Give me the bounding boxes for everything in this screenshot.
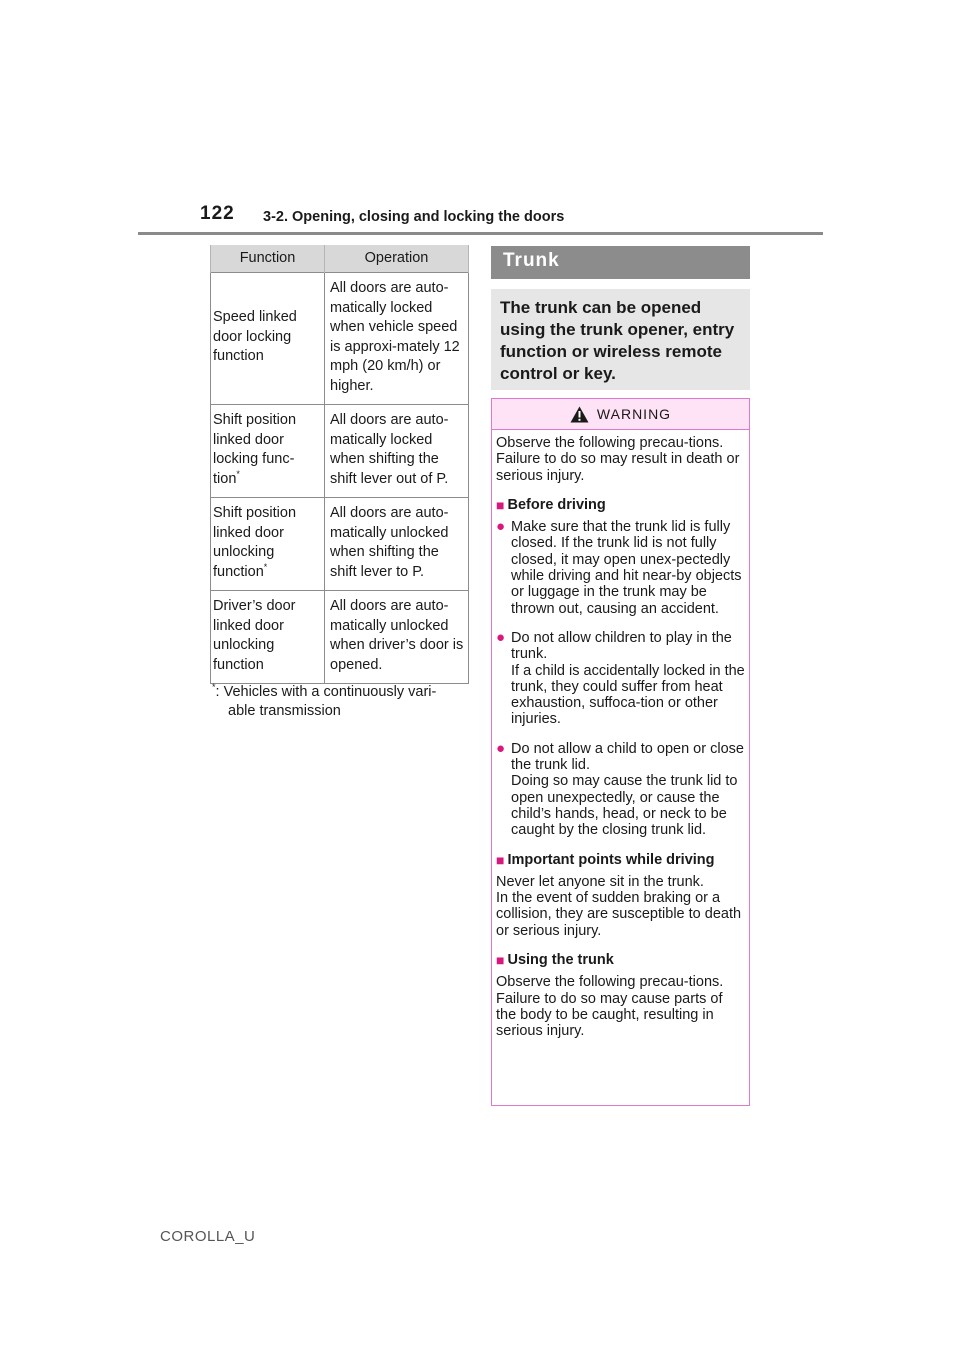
operation-cell: All doors are auto-matically locked when vehicle speed is approxi-mately 12 mph (20 km/h) or higher. bbox=[325, 273, 469, 405]
trunk-heading: Trunk bbox=[491, 246, 750, 279]
subsection-text bbox=[496, 874, 745, 939]
bullet-line: Doing so may cause the trunk lid to open unexpectedly, or cause the child’s hands, head, or neck to be caught by the closing trunk lid. bbox=[511, 773, 738, 839]
circle-bullet-icon: ● bbox=[496, 628, 506, 646]
bullet-line: Do not allow children to play in the trunk. bbox=[511, 629, 732, 663]
function-cell bbox=[211, 273, 325, 405]
page-number: 122 bbox=[200, 203, 235, 224]
list-item bbox=[496, 630, 745, 728]
asterisk-mark: * bbox=[263, 561, 268, 572]
operation-cell: All doors are auto-matically locked when shifting the shift lever out of P. bbox=[325, 405, 469, 498]
text-line: Failure to do so may cause parts of the body to be caught, resulting in serious injury. bbox=[496, 990, 723, 1040]
footnote bbox=[212, 683, 477, 721]
subsection-title: Using the trunk bbox=[507, 952, 614, 969]
square-bullet-icon: ■ bbox=[496, 851, 505, 868]
text-line: Never let anyone sit in the trunk. bbox=[496, 873, 704, 890]
list-item bbox=[496, 741, 745, 839]
function-table bbox=[210, 245, 469, 684]
warning-triangle-icon bbox=[570, 406, 589, 423]
table-row bbox=[211, 273, 469, 405]
text-line: In the event of sudden braking or a collision, they are susceptible to death or serious injury. bbox=[496, 890, 742, 939]
operation-cell: All doors are auto-matically unlocked when shifting the shift lever to P. bbox=[325, 498, 469, 591]
footnote-line-2: able transmission bbox=[228, 703, 341, 719]
column-header-function: Function bbox=[211, 245, 325, 273]
function-text: Shift position linked door locking func-tion bbox=[213, 412, 297, 487]
subsection-heading-using-trunk bbox=[496, 952, 745, 968]
text-line: Observe the following precau-tions. bbox=[496, 974, 724, 991]
warning-intro-line-2: Failure to do so may result in death or serious injury. bbox=[496, 451, 740, 484]
bullet-text bbox=[511, 630, 745, 728]
footer-doc-id: COROLLA_U bbox=[160, 1228, 256, 1245]
trunk-intro: The trunk can be opened using the trunk opener, entry function or wireless remote control or key. bbox=[491, 289, 750, 390]
header-rule bbox=[138, 232, 823, 235]
operation-cell: All doors are auto-matically unlocked when driver’s door is opened. bbox=[325, 591, 469, 684]
section-title: 3-2. Opening, closing and locking the doors bbox=[263, 209, 565, 225]
circle-bullet-icon: ● bbox=[496, 739, 506, 757]
table-row bbox=[211, 405, 469, 498]
table-row bbox=[211, 591, 469, 684]
warning-intro-line-1: Observe the following precau-tions. bbox=[496, 435, 724, 451]
function-cell bbox=[211, 405, 325, 498]
subsection-title: Important points while driving bbox=[507, 851, 715, 868]
bullet-line: If a child is accidentally locked in the trunk, they could suffer from heat exhaustion, suffoca-tion or other injuries. bbox=[511, 662, 745, 728]
footnote-mark: * bbox=[212, 682, 216, 692]
bullet-text bbox=[511, 741, 745, 839]
list-item bbox=[496, 519, 745, 617]
function-text: Speed linked door locking function bbox=[213, 309, 297, 365]
warning-label: WARNING bbox=[596, 406, 672, 422]
function-text: Driver’s door linked door unlocking function bbox=[213, 598, 296, 673]
column-header-operation: Operation bbox=[325, 245, 469, 273]
subsection-heading-before-driving bbox=[496, 497, 745, 513]
warning-header bbox=[492, 399, 749, 430]
table-header-row bbox=[211, 245, 469, 273]
asterisk-mark: * bbox=[236, 468, 240, 479]
warning-body bbox=[492, 430, 749, 1040]
function-cell bbox=[211, 498, 325, 591]
square-bullet-icon: ■ bbox=[496, 952, 505, 969]
table-row bbox=[211, 498, 469, 591]
function-cell bbox=[211, 591, 325, 684]
circle-bullet-icon: ● bbox=[496, 518, 506, 536]
subsection-heading-important-points bbox=[496, 852, 745, 868]
subsection-text bbox=[496, 974, 745, 1039]
warning-box bbox=[491, 398, 750, 1106]
bullet-line: Do not allow a child to open or close the trunk lid. bbox=[511, 740, 744, 774]
footnote-line-1: : Vehicles with a continuously vari- bbox=[215, 684, 437, 700]
warning-intro bbox=[496, 435, 745, 484]
subsection-title: Before driving bbox=[507, 496, 606, 513]
bullet-text: Make sure that the trunk lid is fully closed. If the trunk lid is not fully closed, it may open unex-pectedly while driving and hit near-by objects or luggage in the trunk may be thrown out, causing an accident. bbox=[511, 519, 742, 617]
function-text: Shift position linked door unlocking function bbox=[213, 505, 297, 580]
square-bullet-icon: ■ bbox=[496, 496, 505, 513]
